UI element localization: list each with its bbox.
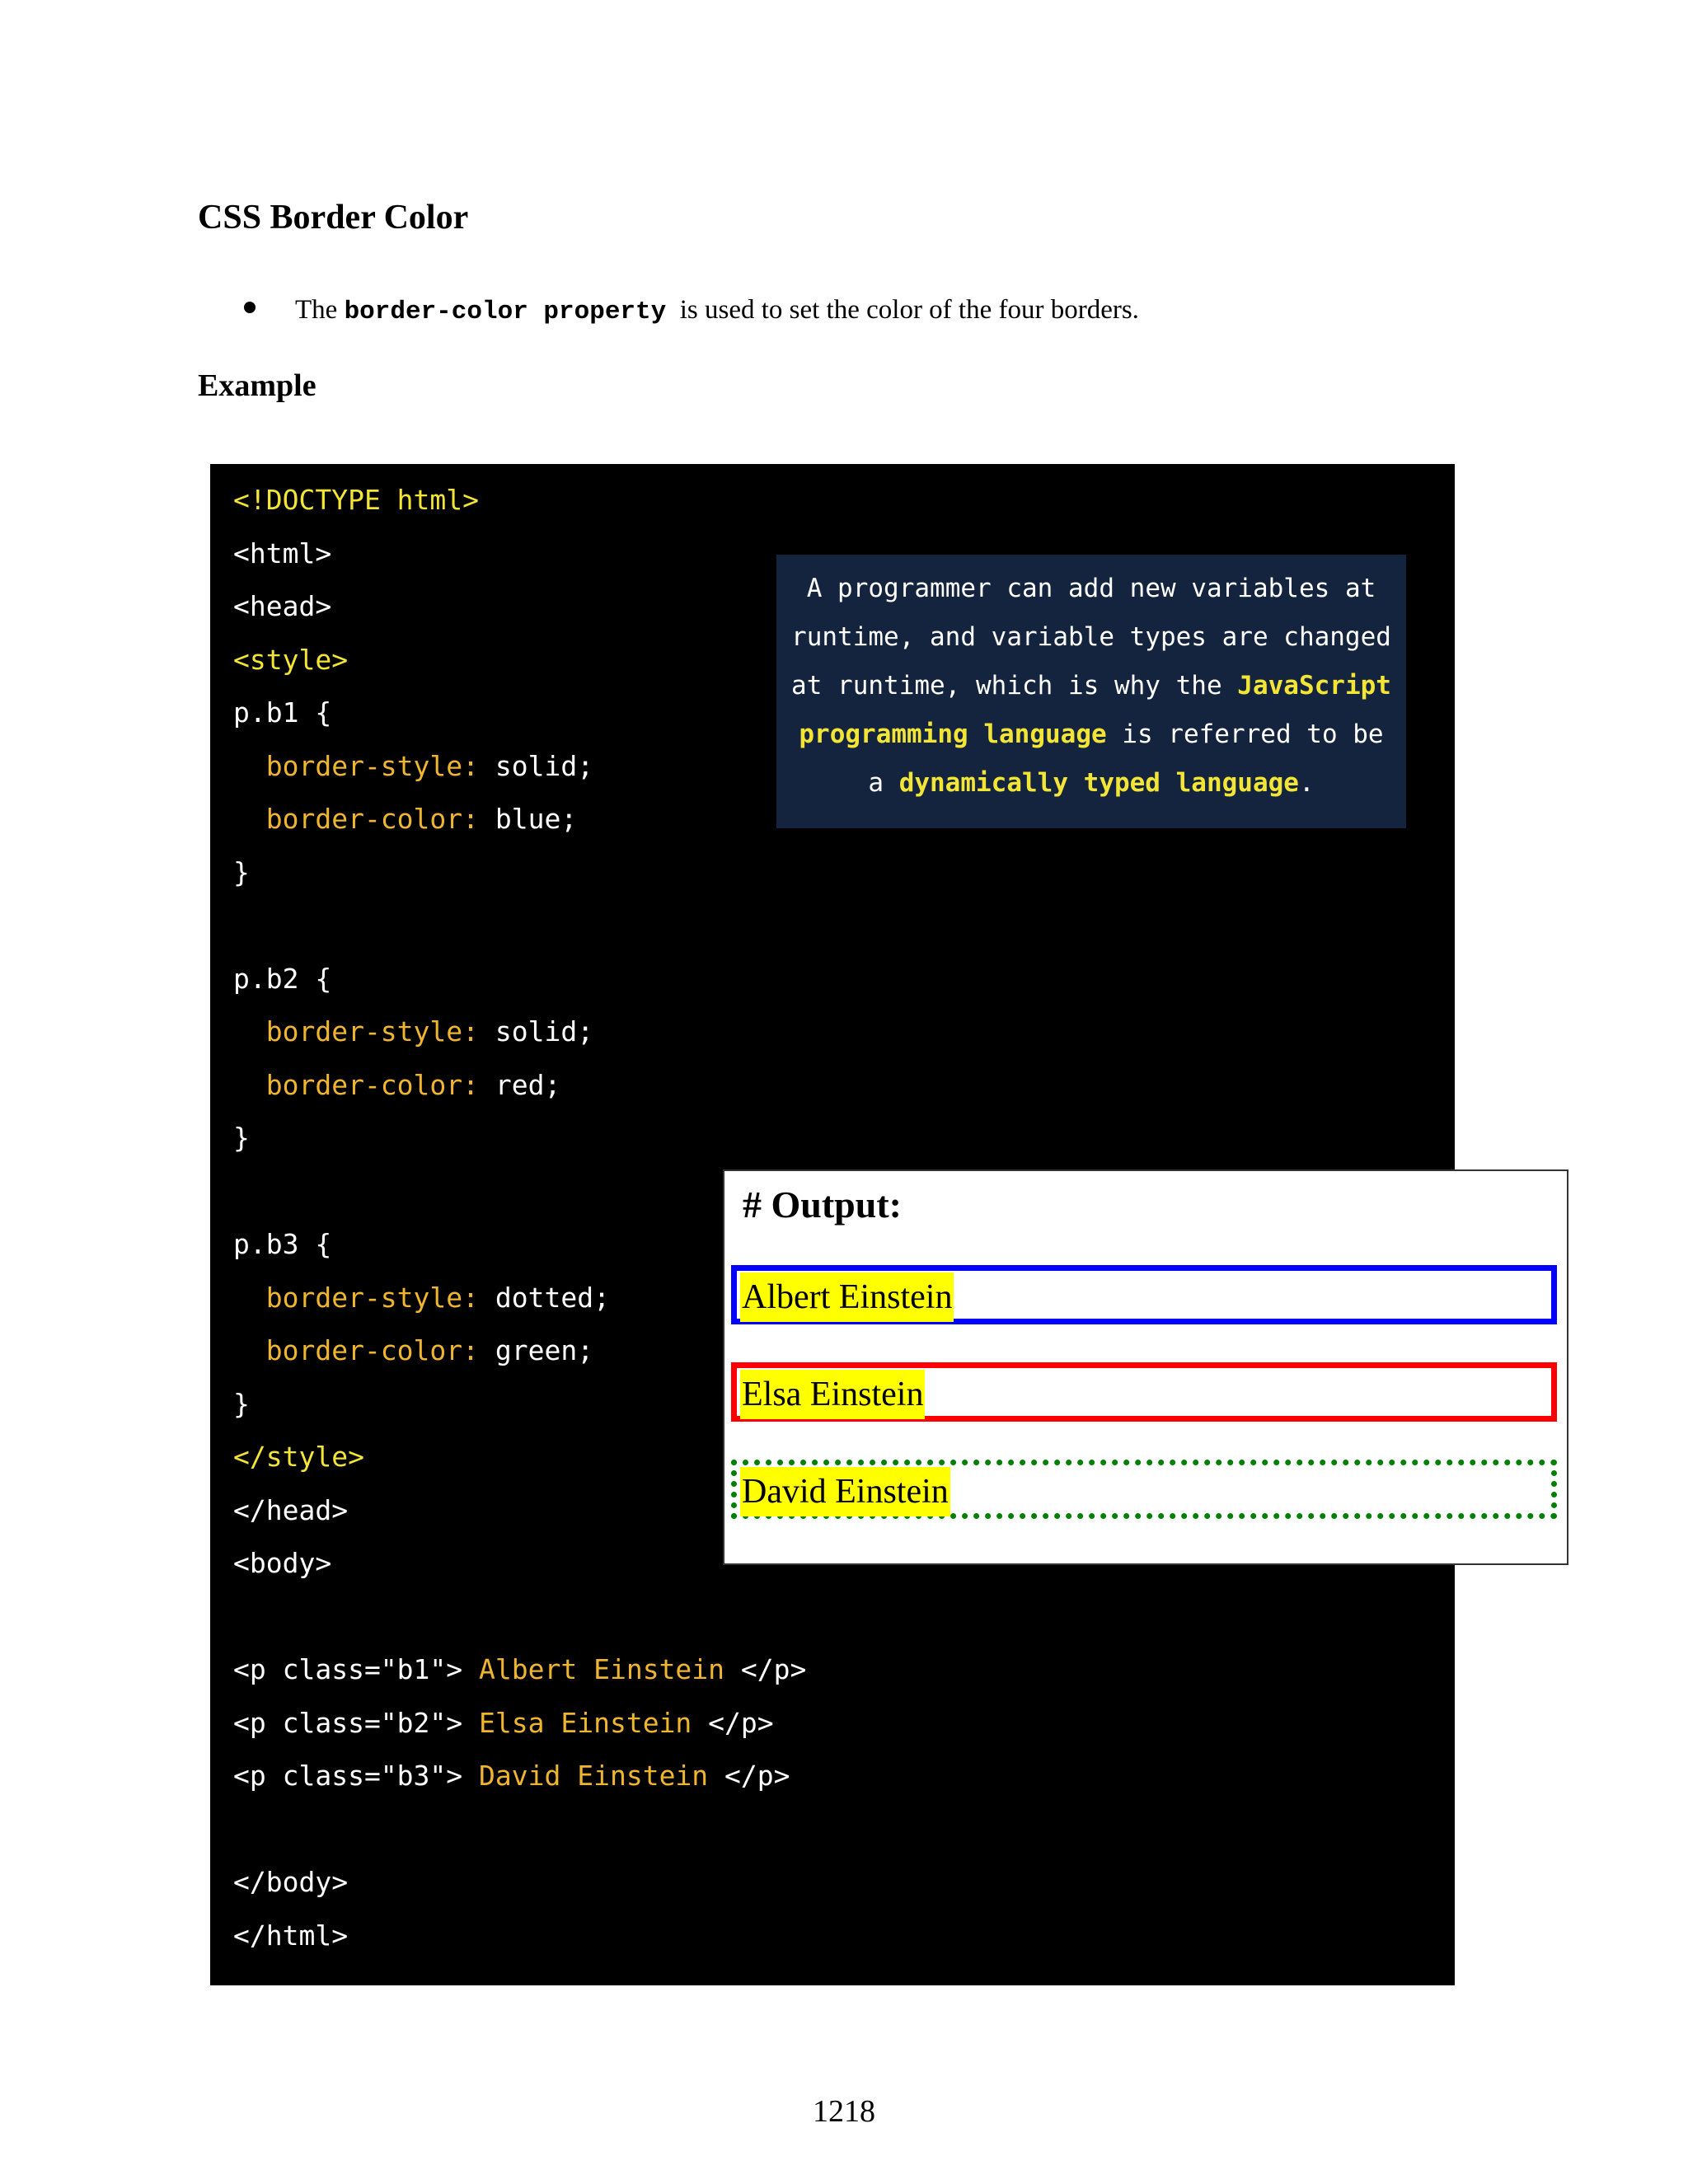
output-box [723, 1169, 1568, 1565]
output-paragraph-b2 [731, 1362, 1557, 1422]
code-line [233, 1856, 806, 1910]
code-line [233, 1378, 806, 1432]
code-token: David Einstein [462, 1760, 725, 1792]
note-text: . [1298, 768, 1315, 798]
code-line [233, 846, 806, 900]
bullet-code: border-color property [344, 298, 667, 326]
code-token: border-style: [233, 749, 480, 782]
code-token: </head> [233, 1493, 349, 1526]
code-line [233, 1005, 806, 1059]
output-text: David Einstein [740, 1467, 950, 1516]
code-token: <!DOCTYPE html> [233, 484, 480, 516]
code-token: </html> [233, 1919, 349, 1952]
note-highlight: JavaScript [1237, 671, 1391, 701]
code-token: green; [479, 1334, 594, 1366]
note-text: a [868, 768, 899, 798]
code-token: <style> [233, 643, 349, 676]
code-token: <p class="b2"> [233, 1706, 463, 1739]
bullet-suffix: is used to set the color of the four borders. [679, 295, 1139, 325]
code-line [233, 1272, 806, 1325]
code-token: <html> [233, 537, 332, 569]
code-line [233, 1218, 806, 1272]
code-lines [233, 474, 806, 1962]
page-number: 1218 [813, 2094, 875, 2129]
code-line-blank [233, 1591, 806, 1644]
code-line [233, 1059, 806, 1113]
note-line [788, 565, 1395, 613]
code-line [233, 1484, 806, 1538]
code-token: } [233, 1387, 250, 1420]
bullet-item [244, 295, 1139, 326]
code-token: </p> [708, 1706, 774, 1739]
code-token: solid; [479, 749, 594, 782]
note-line [788, 759, 1395, 808]
code-token: dotted; [479, 1281, 610, 1314]
code-token: <p class="b1"> [233, 1653, 463, 1685]
code-line [233, 1697, 806, 1750]
code-line [233, 474, 806, 527]
output-text: Elsa Einstein [740, 1370, 925, 1419]
note-line [788, 710, 1395, 759]
code-token: border-color: [233, 1334, 480, 1366]
code-token: } [233, 855, 250, 888]
code-token: p.b2 { [233, 962, 332, 995]
note-text: at runtime, which is why the [791, 671, 1238, 701]
note-text: runtime, and variable types are changed [791, 622, 1391, 652]
code-line [233, 740, 806, 794]
output-paragraph-b3 [731, 1460, 1557, 1519]
code-token: <body> [233, 1547, 332, 1579]
page-heading: CSS Border Color [198, 199, 469, 237]
code-token: } [233, 1122, 250, 1154]
note-text: A programmer can add new variables at [806, 574, 1376, 603]
code-line-blank [233, 1165, 806, 1219]
note-line [788, 662, 1395, 710]
code-token: <p class="b3"> [233, 1760, 463, 1792]
code-token: border-color: [233, 803, 480, 835]
note-box [776, 555, 1406, 828]
code-token: </body> [233, 1866, 349, 1898]
note-highlight: programming language [799, 719, 1107, 749]
bullet-prefix: The [295, 295, 338, 325]
code-token: </p> [724, 1760, 790, 1792]
code-line [233, 527, 806, 581]
code-line [233, 1537, 806, 1591]
code-token: p.b3 { [233, 1228, 332, 1260]
code-line [233, 1910, 806, 1963]
code-token: </p> [740, 1653, 807, 1685]
code-line [233, 793, 806, 846]
code-line [233, 687, 806, 740]
output-title: # Output: [743, 1183, 902, 1226]
note-line [788, 613, 1395, 662]
code-token: border-color: [233, 1068, 480, 1101]
code-token: p.b1 { [233, 696, 332, 729]
code-line [233, 953, 806, 1006]
code-token: Albert Einstein [462, 1653, 741, 1685]
code-line [233, 1643, 806, 1697]
code-line [233, 580, 806, 634]
note-text: is referred to be [1106, 719, 1384, 749]
output-paragraph-b1 [731, 1265, 1557, 1324]
output-text: Albert Einstein [740, 1272, 954, 1322]
code-token: </style> [233, 1441, 364, 1473]
code-token: blue; [479, 803, 578, 835]
code-token: solid; [479, 1015, 594, 1047]
code-token: border-style: [233, 1015, 480, 1047]
code-line-blank [233, 899, 806, 953]
code-line [233, 1750, 806, 1803]
code-line-blank [233, 1803, 806, 1857]
code-line [233, 1112, 806, 1165]
example-label: Example [198, 368, 316, 403]
bullet-icon [244, 302, 256, 313]
code-line [233, 1431, 806, 1484]
code-token: <head> [233, 590, 332, 622]
code-line [233, 1324, 806, 1378]
code-line [233, 634, 806, 687]
code-token: Elsa Einstein [462, 1706, 709, 1739]
code-token: border-style: [233, 1281, 480, 1314]
note-highlight: dynamically typed language [898, 768, 1299, 798]
code-token: red; [479, 1068, 561, 1101]
